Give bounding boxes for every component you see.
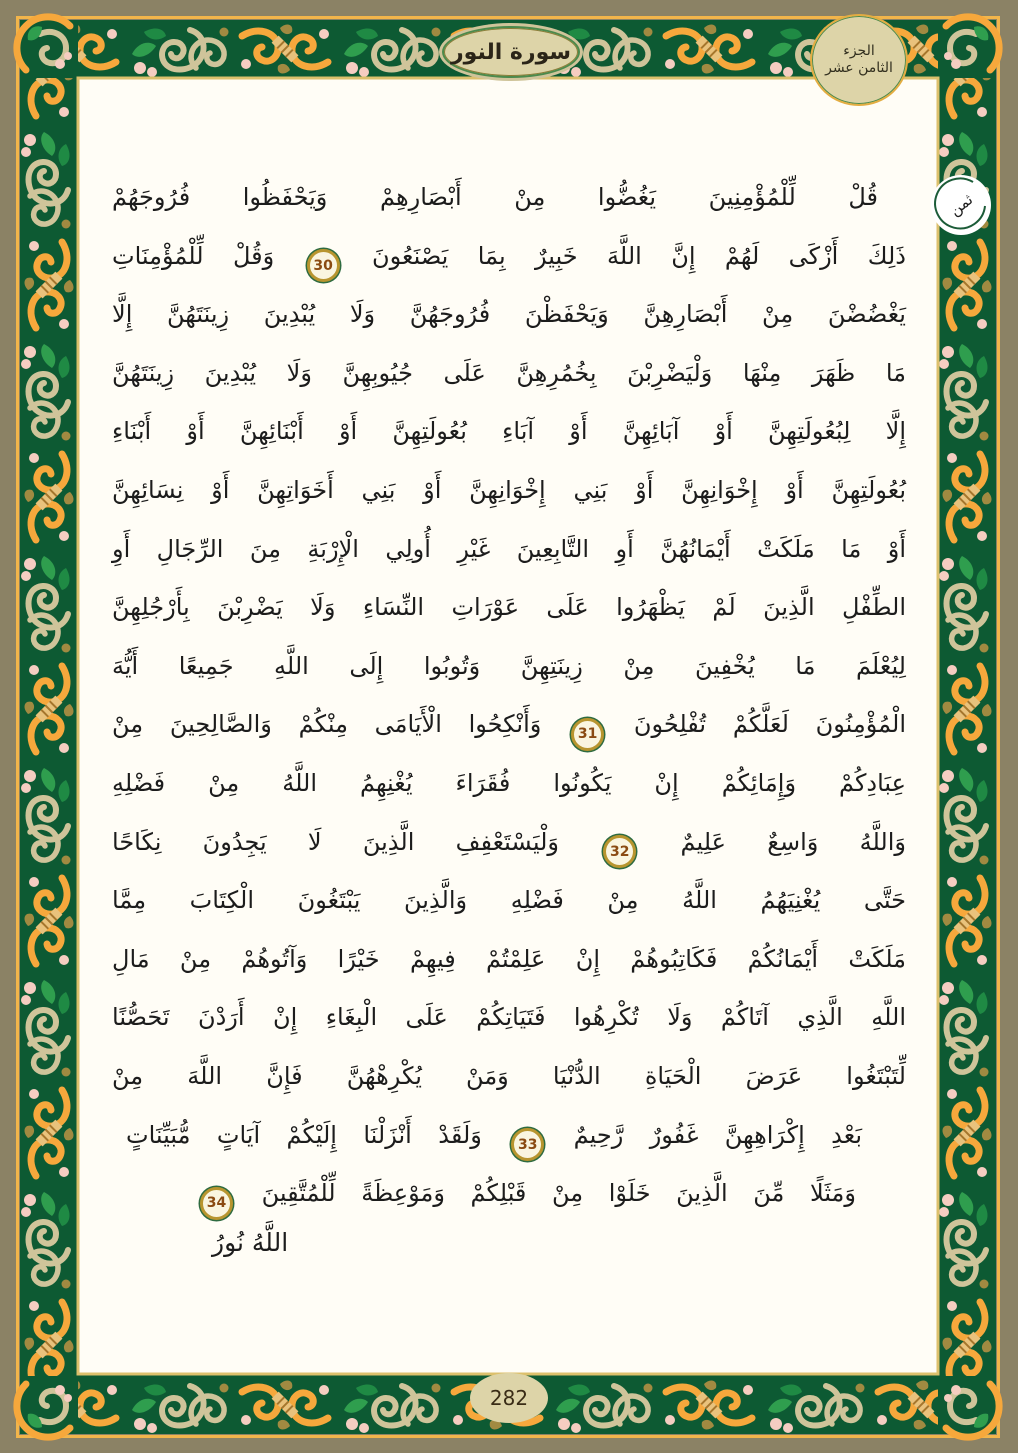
quran-line (112, 637, 906, 696)
quran-lines (112, 168, 906, 1223)
ayah-text: وَلَقَدْ أَنْزَلْنَا إِلَيْكُمْ آيَاتٍ مُّبَيِّنَاتٍ (126, 1120, 509, 1149)
quran-line (112, 168, 906, 227)
ayah-text: الْمُؤْمِنُونَ لَعَلَّكُمْ تُفْلِحُونَ (607, 710, 907, 739)
ayah-text: عِبَادِكُمْ وَإِمَائِكُمْ إِنْ يَكُونُوا فُقَرَاءَ يُغْنِهِمُ اللَّهُ مِنْ فَضْلِهِ (112, 768, 906, 797)
ayah-text: وَأَنْكِحُوا الْأَيَامَى مِنْكُمْ وَالصَّالِحِينَ مِنْ (112, 710, 569, 739)
ayah-text: مَا ظَهَرَ مِنْهَا وَلْيَضْرِبْنَ بِخُمُرِهِنَّ عَلَى جُيُوبِهِنَّ وَلَا يُبْدِينَ زِينَتَهُنَّ (112, 358, 906, 387)
ayah-text: ذَلِكَ أَزْكَى لَهُمْ إِنَّ اللَّهَ خَبِيرٌ بِمَا يَصْنَعُونَ (342, 241, 906, 270)
quran-line (112, 1106, 906, 1165)
juz-label-line2: الثامن عشر (825, 60, 893, 76)
ayah-text: حَتَّى يُغْنِيَهُمُ اللَّهُ مِنْ فَضْلِهِ وَالَّذِينَ يَبْتَغُونَ الْكِتَابَ مِمَّا (112, 886, 906, 915)
verse-number-badge: 34 (200, 1187, 233, 1220)
verse-number-badge: 32 (603, 835, 636, 868)
quran-line (112, 578, 906, 637)
quran-line (112, 930, 906, 989)
ayah-text: إِلَّا لِبُعُولَتِهِنَّ أَوْ آبَائِهِنَّ أَوْ آبَاءِ بُعُولَتِهِنَّ أَوْ أَبْنَائِهِنَّ أَوْ أَبْنَاءِ (112, 417, 906, 446)
ayah-text: وَلْيَسْتَعْفِفِ الَّذِينَ لَا يَجِدُونَ نِكَاحًا (112, 827, 601, 856)
hizb-marker (931, 175, 991, 235)
verse-number-badge: 33 (511, 1128, 544, 1161)
quran-line (112, 227, 906, 286)
surah-title-cartouche (442, 26, 580, 78)
quran-line (112, 988, 906, 1047)
ayah-text: مَلَكَتْ أَيْمَانُكُمْ فَكَاتِبُوهُمْ إِنْ عَلِمْتُمْ فِيهِمْ خَيْرًا وَآتُوهُمْ مِنْ مَالِ (112, 944, 906, 973)
quran-line (112, 1164, 906, 1223)
verse-number-badge: 30 (307, 249, 340, 282)
page-number-cartouche (470, 1373, 548, 1423)
quran-line (112, 813, 906, 872)
quran-line (112, 285, 906, 344)
quran-line (112, 461, 906, 520)
quran-line (112, 402, 906, 461)
quran-line (112, 344, 906, 403)
ayah-text: لِّتَبْتَغُوا عَرَضَ الْحَيَاةِ الدُّنْيَا وَمَنْ يُكْرِهْهُنَّ فَإِنَّ اللَّهَ مِنْ (112, 1061, 906, 1090)
quran-line (112, 754, 906, 813)
ayah-text: اللَّهِ الَّذِي آتَاكُمْ وَلَا تُكْرِهُوا فَتَيَاتِكُمْ عَلَى الْبِغَاءِ إِنْ أَرَدْنَ تَحَصُّنًا (112, 1003, 906, 1032)
juz-marker-cartouche (810, 14, 908, 106)
ayah-text: وَاللَّهُ وَاسِعٌ عَلِيمٌ (639, 827, 906, 856)
ayah-text: أَوْ مَا مَلَكَتْ أَيْمَانُهُنَّ أَوِ التَّابِعِينَ غَيْرِ أُولِي الْإِرْبَةِ مِنَ الرِّجَالِ أَوِ (112, 534, 906, 563)
catchword: اللَّهُ نُورُ (212, 1228, 289, 1257)
ayah-text: بَعْدِ إِكْرَاهِهِنَّ غَفُورٌ رَّحِيمٌ (547, 1120, 863, 1149)
juz-label-line1: الجزء (843, 42, 875, 59)
ayah-text: لِيُعْلَمَ مَا يُخْفِينَ مِنْ زِينَتِهِنَّ وَتُوبُوا إِلَى اللَّهِ جَمِيعًا أَيُّهَ (112, 651, 906, 680)
ayah-text: يَغْضُضْنَ مِنْ أَبْصَارِهِنَّ وَيَحْفَظْنَ فُرُوجَهُنَّ وَلَا يُبْدِينَ زِينَتَهُنَّ إِلَّا (112, 300, 906, 329)
quran-line (112, 520, 906, 579)
quran-line (112, 871, 906, 930)
ayah-text: بُعُولَتِهِنَّ أَوْ إِخْوَانِهِنَّ أَوْ بَنِي إِخْوَانِهِنَّ أَوْ بَنِي أَخَوَاتِهِنَّ أَوْ نِسَائِهِنَّ (112, 475, 906, 504)
ayah-text: وَمَثَلًا مِّنَ الَّذِينَ خَلَوْا مِنْ قَبْلِكُمْ وَمَوْعِظَةً لِّلْمُتَّقِينَ (236, 1179, 856, 1208)
quran-line (112, 695, 906, 754)
hizb-label: ثمن (945, 190, 977, 220)
page-number: 282 (489, 1386, 529, 1410)
ayah-text: الطِّفْلِ الَّذِينَ لَمْ يَظْهَرُوا عَلَى عَوْرَاتِ النِّسَاءِ وَلَا يَضْرِبْنَ بِأَرْجُلِهِنَّ (112, 593, 906, 622)
ayah-text: قُلْ لِّلْمُؤْمِنِينَ يَغُضُّوا مِنْ أَبْصَارِهِمْ وَيَحْفَظُوا فُرُوجَهُمْ (112, 183, 878, 211)
quran-line (112, 1047, 906, 1106)
verse-number-badge: 31 (571, 718, 604, 751)
surah-title: سورة النور (451, 39, 571, 65)
ayah-text: وَقُلْ لِّلْمُؤْمِنَاتِ (112, 241, 304, 270)
